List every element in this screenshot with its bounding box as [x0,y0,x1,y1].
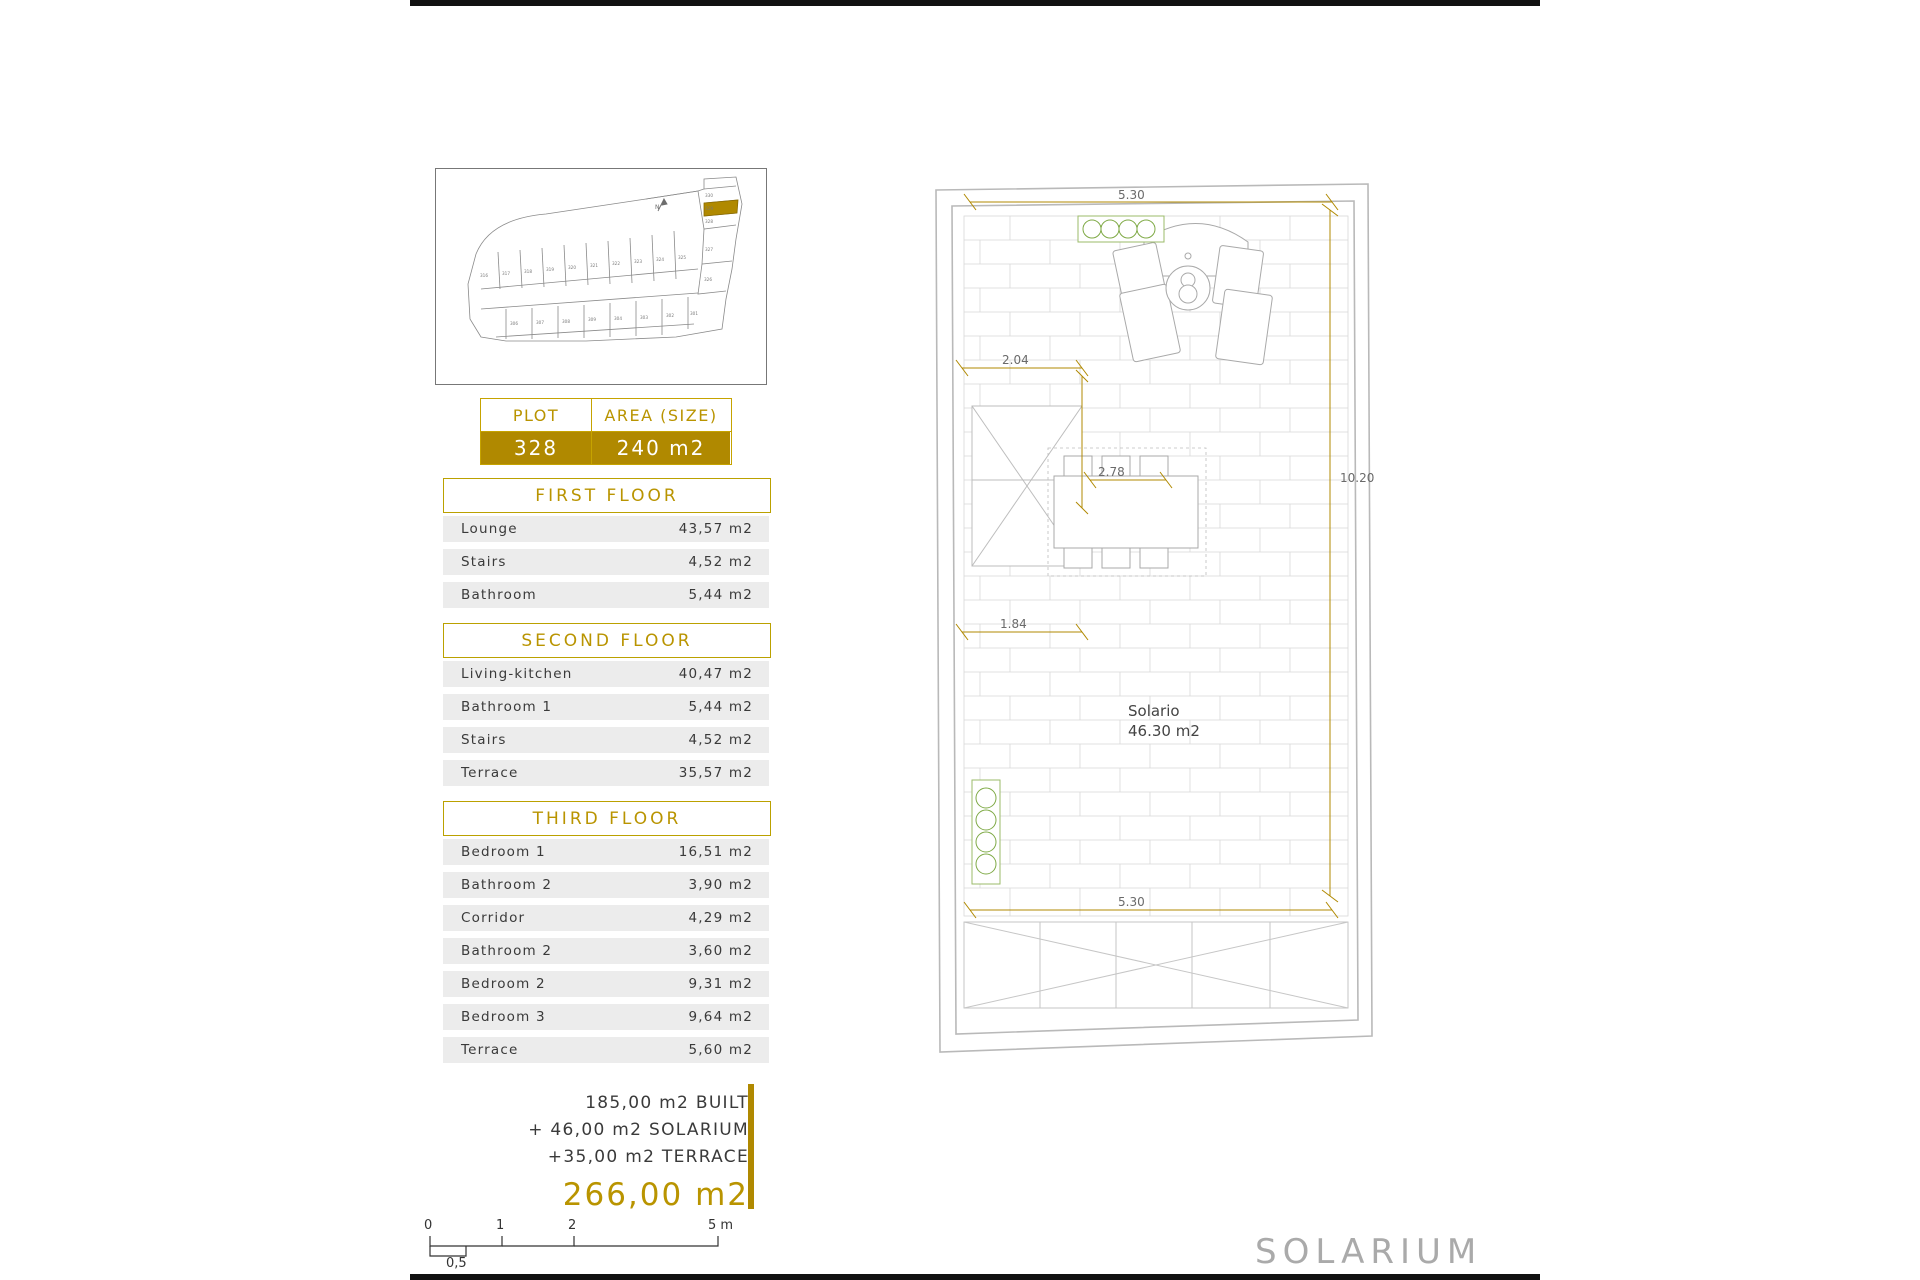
room-name: Bathroom 1 [461,699,553,715]
room-area: 9,31 m2 [688,976,753,992]
room-name: Living-kitchen [461,666,573,682]
svg-text:328: 328 [705,219,713,224]
svg-text:322: 322 [612,261,620,266]
dim-left-upper: 2.04 [1002,353,1029,367]
room-name: Bedroom 3 [461,1009,546,1025]
room-row [443,694,769,721]
svg-text:320: 320 [568,265,576,270]
svg-text:302: 302 [666,313,674,318]
svg-text:309: 309 [588,317,596,322]
room-area: 16,51 m2 [678,844,753,860]
room-area: 4,52 m2 [688,732,753,748]
scale-tick-0: 0 [424,1218,433,1233]
room-row [443,760,769,787]
svg-text:308: 308 [562,319,570,324]
totals-block [443,1090,769,1213]
area-header-cell: AREA (SIZE) [604,405,718,425]
plot-size-cell: 240 m2 [592,432,730,464]
sheet-title: SOLARIUM [1255,1232,1483,1272]
svg-text:325: 325 [678,255,686,260]
svg-text:317: 317 [502,271,510,276]
room-row [443,661,769,688]
room-area: 35,57 m2 [678,765,753,781]
plot-header-cell: PLOT [481,399,592,431]
room-name: Bedroom 1 [461,844,546,860]
scale-bar [418,1218,818,1271]
svg-text:324: 324 [656,257,664,262]
dim-left-mid: 2.78 [1098,465,1125,479]
room-name: Corridor [461,910,526,926]
plot-table-header-row [481,399,731,432]
room-row [443,516,769,543]
svg-text:316: 316 [480,273,488,278]
room-area: 3,60 m2 [688,943,753,959]
room-name: Bedroom 2 [461,976,546,992]
scale-half-label: 0,5 [446,1256,467,1271]
room-row [443,1004,769,1031]
room-area: 40,47 m2 [678,666,753,682]
svg-text:318: 318 [524,269,532,274]
room-area: 5,44 m2 [688,587,753,603]
dim-right: 10.20 [1340,471,1375,485]
dim-bottom: 5.30 [1118,895,1145,909]
scale-tick-1: 1 [496,1218,505,1233]
bottom-rule [410,1274,1540,1280]
floor-title-third: THIRD FLOOR [443,801,771,836]
plan-room-area: 46.30 m2 [1128,722,1200,740]
svg-text:326: 326 [704,277,712,282]
room-row [443,727,769,754]
solarium-floor-plan [930,180,1390,1060]
room-name: Stairs [461,554,507,570]
svg-text:304: 304 [614,316,622,321]
room-row [443,905,769,932]
room-area: 4,52 m2 [688,554,753,570]
room-area: 3,90 m2 [688,877,753,893]
room-name: Bathroom 2 [461,943,553,959]
svg-text:330: 330 [705,193,713,198]
room-area: 4,29 m2 [688,910,753,926]
svg-text:327: 327 [705,247,713,252]
room-name: Terrace [461,1042,519,1058]
room-area: 9,64 m2 [688,1009,753,1025]
room-name: Terrace [461,765,519,781]
grand-total: 266,00 m2 [562,1177,749,1213]
room-name: Bathroom 2 [461,877,553,893]
room-row [443,872,769,899]
floor-title-second: SECOND FLOOR [443,623,771,658]
room-row [443,938,769,965]
svg-text:303: 303 [640,315,648,320]
room-row [443,839,769,866]
total-solarium: + 46,00 m2 SOLARIUM [528,1120,749,1140]
plot-area-table [480,398,732,465]
room-name: Lounge [461,521,518,537]
dim-top: 5.30 [1118,188,1145,202]
total-built: 185,00 m2 BUILT [585,1093,749,1113]
svg-text:321: 321 [590,263,598,268]
svg-text:307: 307 [536,320,544,325]
svg-text:306: 306 [510,321,518,326]
svg-text:301: 301 [690,311,698,316]
svg-text:319: 319 [546,267,554,272]
svg-text:329: 329 [705,206,713,211]
scale-end-label: 5 m [708,1218,734,1233]
site-map [435,168,767,385]
total-terrace: +35,00 m2 TERRACE [547,1147,749,1167]
floor-title-first: FIRST FLOOR [443,478,771,513]
room-row [443,1037,769,1064]
room-area: 43,57 m2 [678,521,753,537]
plot-table-value-row [481,432,731,464]
scale-tick-2: 2 [568,1218,577,1233]
plan-room-label: Solario [1128,702,1180,720]
plot-number-cell: 328 [481,432,592,464]
room-area: 5,44 m2 [688,699,753,715]
room-area: 5,60 m2 [688,1042,753,1058]
room-row [443,971,769,998]
svg-text:N: N [655,204,660,211]
room-row [443,549,769,576]
room-name: Bathroom [461,587,537,603]
svg-text:323: 323 [634,259,642,264]
room-name: Stairs [461,732,507,748]
dim-left-lower: 1.84 [1000,617,1027,631]
top-rule [410,0,1540,6]
room-row [443,582,769,609]
